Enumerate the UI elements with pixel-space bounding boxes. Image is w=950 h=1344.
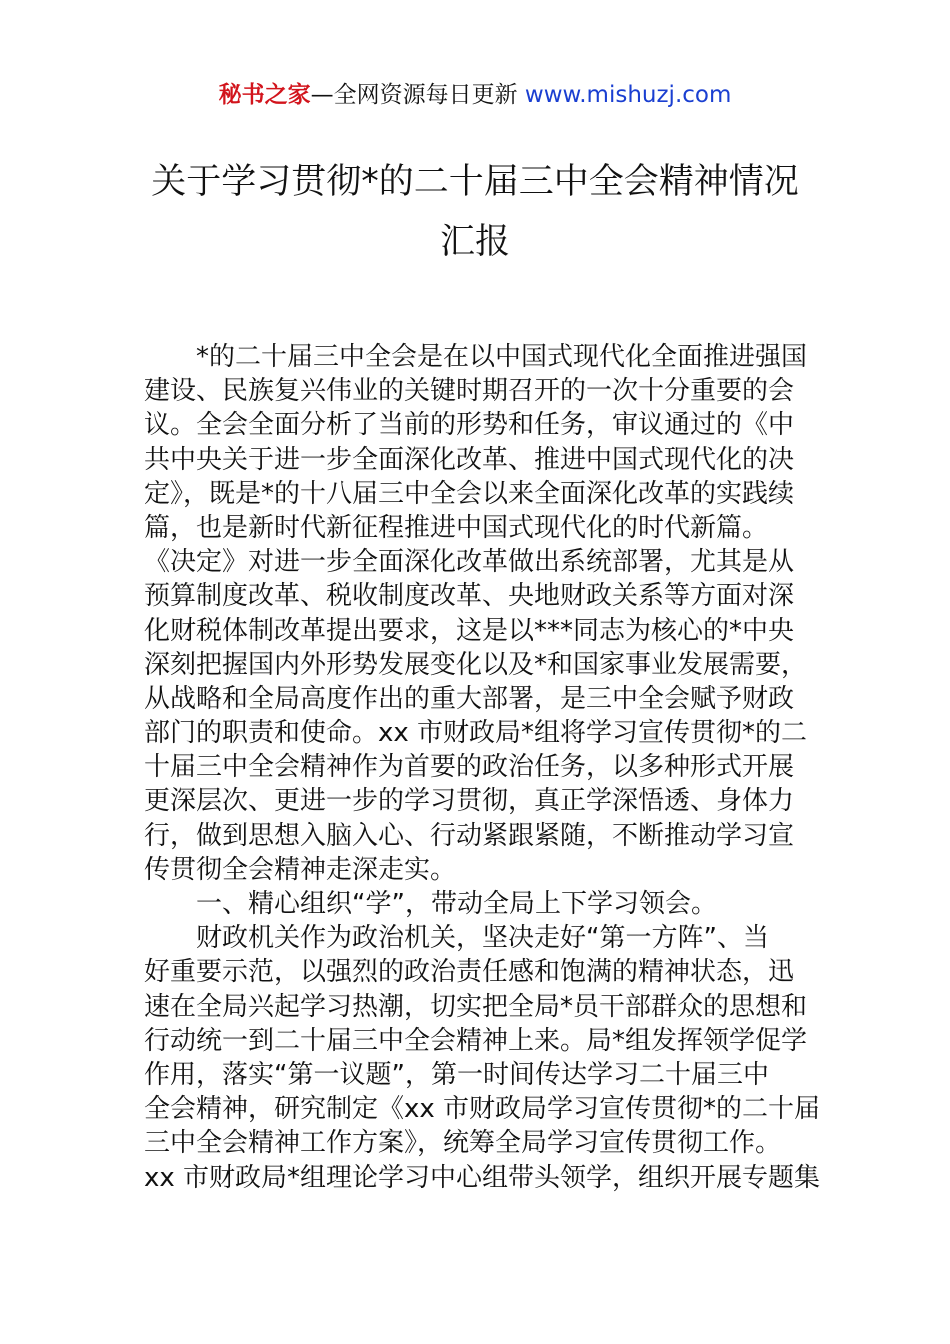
body-line-22: 作用，落实“第一议题”，第一时间传达学习二十届三中 [144,1059,769,1090]
body-line-13: 十届三中全会精神作为首要的政治任务，以多种形式开展 [144,752,795,783]
body-line-6: 篇，也是新时代新征程推进中国式现代化的时代新篇。 [144,512,769,543]
section-heading-1: 一、精心组织“学”，带动全局上下学习领会。 [196,889,717,919]
title-line-2: 汇报 [439,222,510,262]
body-line-24: 三中全会精神工作方案》，统筹全局学习宣传贯彻工作。 [144,1128,782,1159]
body-line-20: 速在全局兴起学习热潮，切实把全局*员干部群众的思想和 [144,991,808,1022]
body-line-3: 议。全会全面分析了当前的形势和任务，审议通过的《中 [144,410,795,441]
body-line-19: 好重要示范，以强烈的政治责任感和饱满的精神状态，迅 [144,957,795,988]
body-line-12: 部门的职责和使命。xx 市财政局*组将学习宣传贯彻*的二 [144,718,808,749]
site-url[interactable]: www.mishuzj.com [524,82,732,108]
site-slogan: —全网资源每日更新 [310,82,525,108]
document-title [100,152,850,272]
body-line-11: 从战略和全局高度作出的重大部署，是三中全会赋予财政 [144,683,795,714]
body-line-16: 传贯彻全会精神走深走实。 [144,854,457,885]
body-line-15: 行，做到思想入脑入心、行动紧跟紧随，不断推动学习宣 [144,820,795,851]
body-line-1: *的二十届三中全会是在以中国式现代化全面推进强国 [196,342,808,372]
body-line-10: 深刻把握国内外形势发展变化以及*和国家事业发展需要， [144,649,808,680]
body-line-8: 预算制度改革、税收制度改革、央地财政关系等方面对深 [144,581,795,612]
body-line-2: 建设、民族复兴伟业的关键时期召开的一次十分重要的会 [144,376,795,407]
body-line-25: xx 市财政局*组理论学习中心组带头领学，组织开展专题集 [144,1162,821,1193]
body-line-9: 化财税体制改革提出要求，这是以***同志为核心的*中央 [144,615,795,646]
site-brand: 秘书之家 [218,82,311,108]
body-line-18: 财政机关作为政治机关，坚决走好“第一方阵”、当 [196,923,769,954]
body-line-23: 全会精神，研究制定《xx 市财政局学习宣传贯彻*的二十届 [144,1094,821,1125]
title-line-1: 关于学习贯彻*的二十届三中全会精神情况 [151,162,799,202]
body-line-4: 共中央关于进一步全面深化改革、推进中国式现代化的决 [144,444,795,475]
body-line-7: 《决定》对进一步全面深化改革做出系统部署，尤其是从 [144,547,795,578]
body-line-14: 更深层次、更进一步的学习贯彻，真正学深悟透、身体力 [144,786,795,817]
body-line-21: 行动统一到二十届三中全会精神上来。局*组发挥领学促学 [144,1025,808,1056]
document-body [144,340,824,1195]
site-header [0,78,950,112]
body-line-5: 定》，既是*的十八届三中全会以来全面深化改革的实践续 [144,478,795,509]
